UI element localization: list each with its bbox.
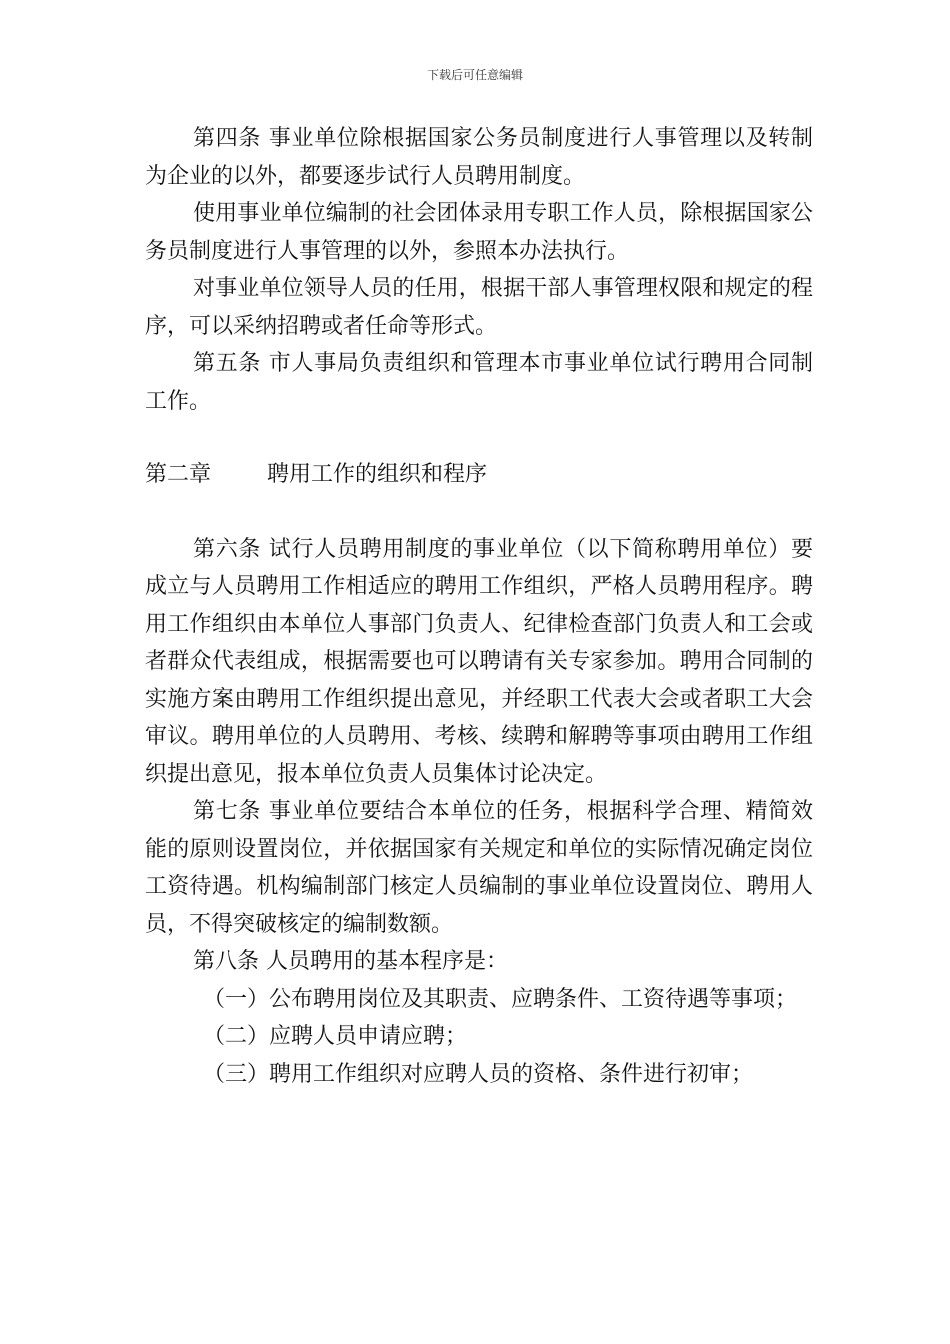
document-body [145, 120, 813, 1093]
article-6-paragraph: 第六条 试行人员聘用制度的事业单位（以下简称聘用单位）要成立与人员聘用工作相适应的聘用工作组织，严格人员聘用程序。聘用工作组织由本单位人事部门负责人、纪律检查部门负责人和工会或者群众代表组成，根据需要也可以聘请有关专家参加。聘用合同制的实施方案由聘用工作组织提出意见，并经职工代表大会或者职工大会审议。聘用单位的人员聘用、考核、续聘和解聘等事项由聘用工作组织提出意见，报本单位负责人员集体讨论决定。 [145, 536, 813, 787]
social-groups-paragraph: 使用事业单位编制的社会团体录用专职工作人员，除根据国家公务员制度进行人事管理的以外，参照本办法执行。 [145, 201, 813, 264]
article-7-paragraph: 第七条 事业单位要结合本单位的任务，根据科学合理、精简效能的原则设置岗位，并依据国家有关规定和单位的实际情况确定岗位工资待遇。机构编制部门核定人员编制的事业单位设置岗位、聘用人员，不得突破核定的编制数额。 [145, 799, 813, 937]
list-item: （二）应聘人员申请应聘； [203, 1024, 468, 1049]
article-8-paragraph: 第八条 人员聘用的基本程序是： [193, 949, 508, 974]
leadership-paragraph: 对事业单位领导人员的任用，根据干部人事管理权限和规定的程序，可以采纳招聘或者任命等形式。 [145, 276, 813, 339]
chapter-heading: 第二章 聘用工作的组织和程序 [145, 462, 487, 487]
list-item: （一）公布聘用岗位及其职责、应聘条件、工资待遇等事项； [203, 986, 798, 1012]
article-4-paragraph: 第四条 事业单位除根据国家公务员制度进行人事管理以及转制为企业的以外，都要逐步试行人员聘用制度。 [145, 126, 813, 189]
article-5-paragraph: 第五条 市人事局负责组织和管理本市事业单位试行聘用合同制工作。 [145, 351, 813, 414]
page-header: 下载后可任意编辑 [426, 68, 523, 82]
list-item: （三）聘用工作组织对应聘人员的资格、条件进行初审； [203, 1061, 754, 1087]
